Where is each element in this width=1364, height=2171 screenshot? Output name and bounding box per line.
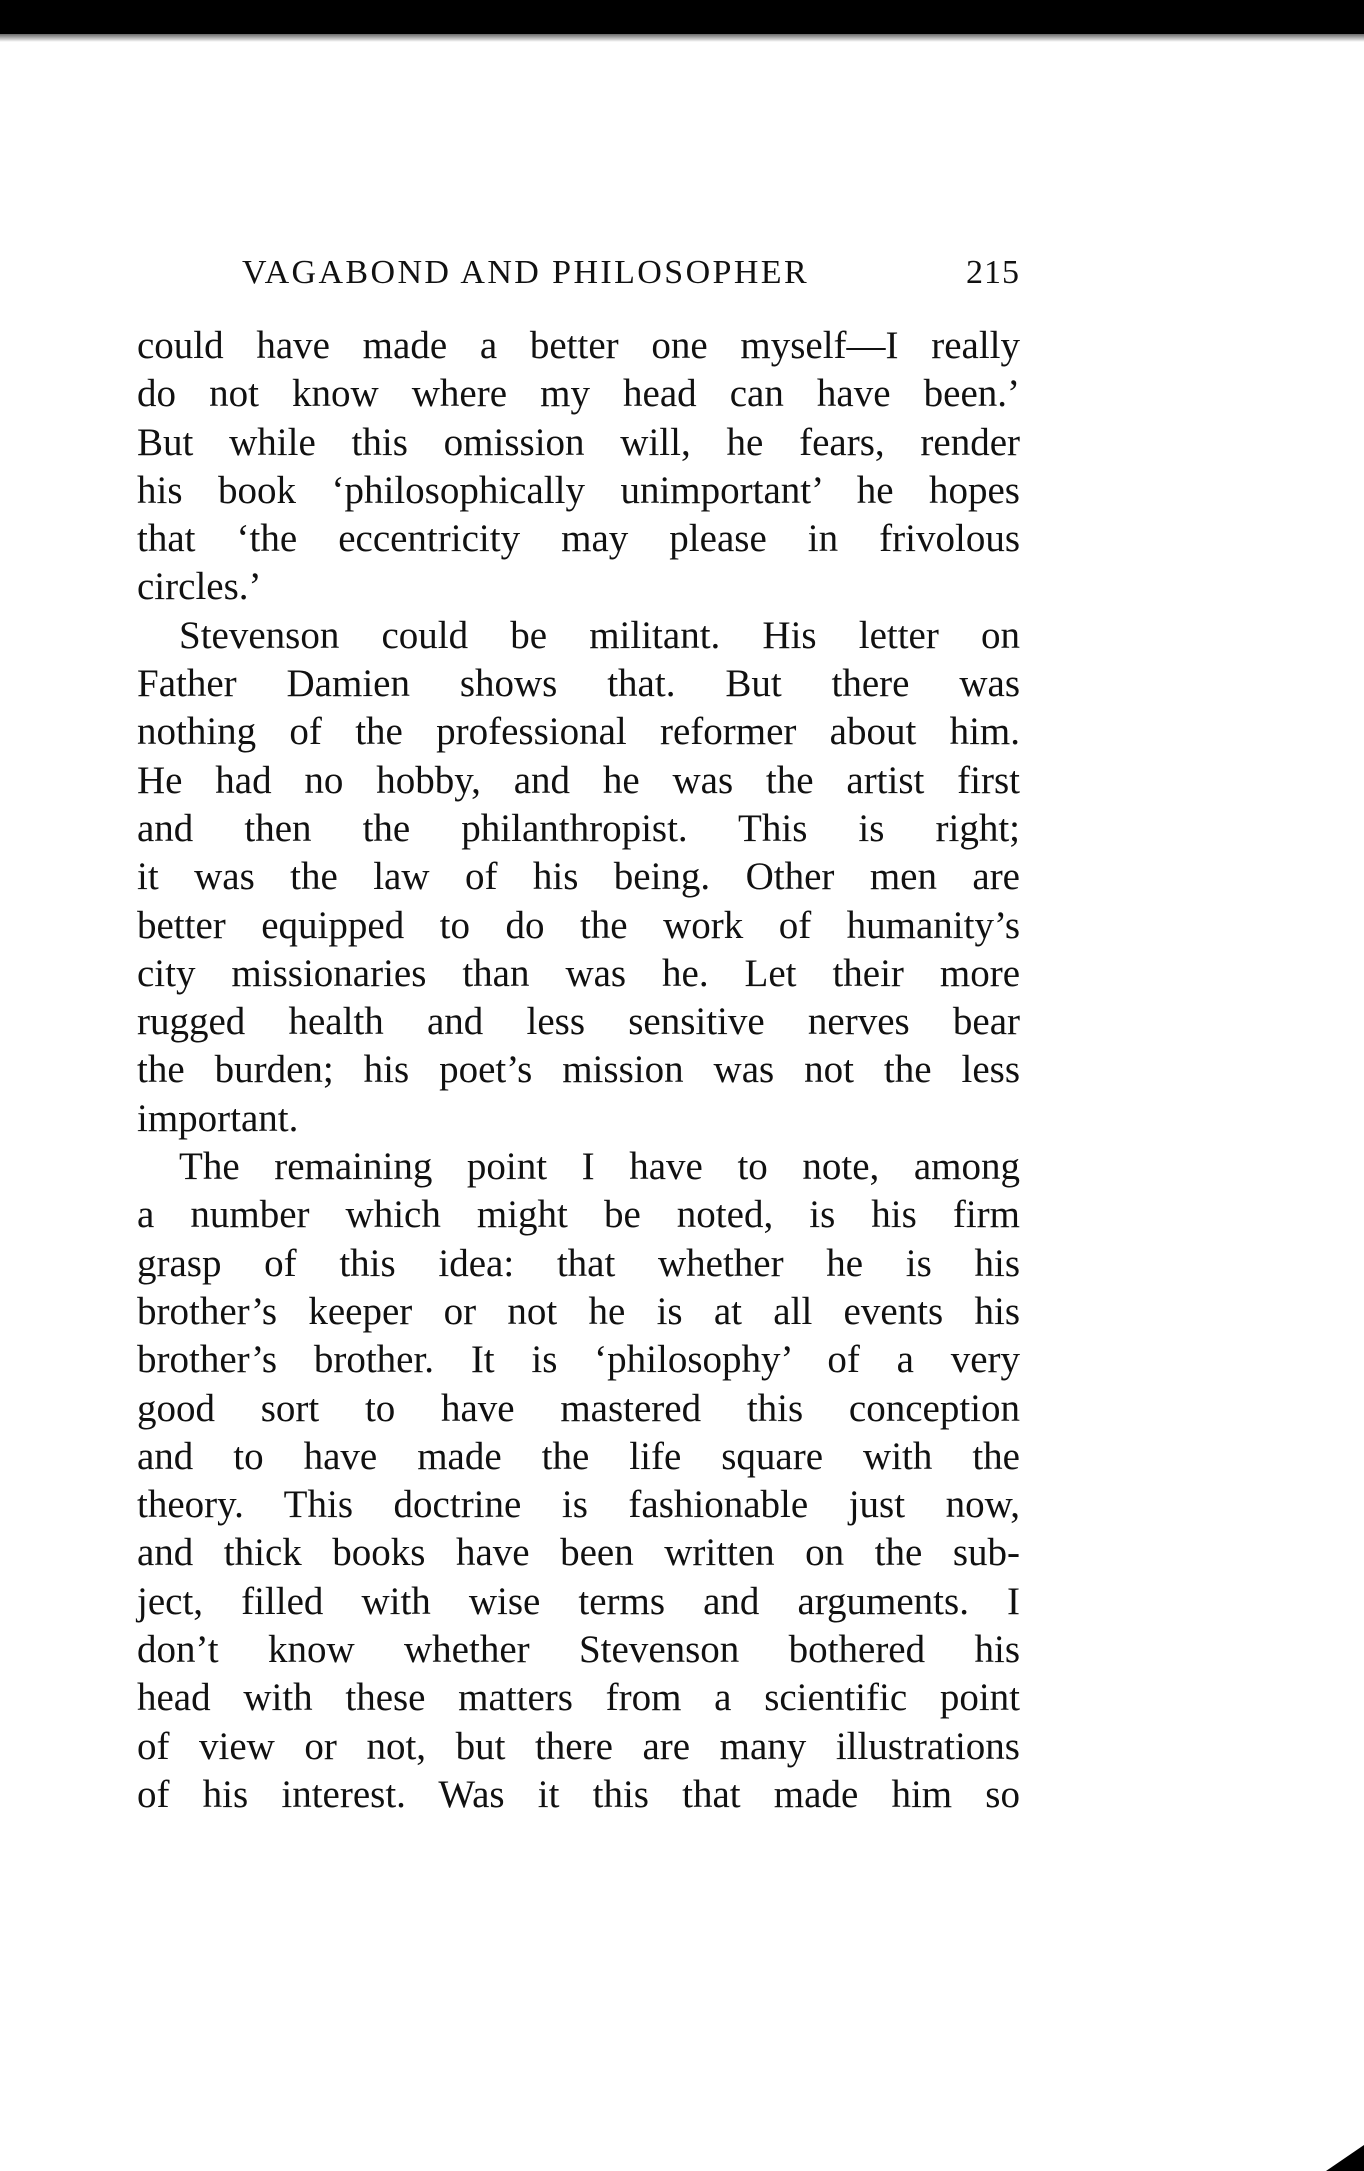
text-line: of his interest. Was it this that made him so	[137, 1772, 1020, 1816]
paragraph	[137, 1143, 1020, 1819]
text-line: the burden; his poet’s mission was not the less	[137, 1048, 1020, 1092]
text-line: rugged health and less sensitive nerves bear	[137, 1000, 1020, 1044]
text-line: and to have made the life square with the	[137, 1434, 1020, 1478]
paragraph	[137, 612, 1020, 1143]
scan-top-border-shadow	[0, 34, 1364, 42]
text-line: city missionaries than was he. Let their more	[137, 951, 1020, 995]
scan-corner-mark	[1326, 2145, 1364, 2171]
text-line: He had no hobby, and he was the artist first	[137, 758, 1020, 802]
text-line: and then the philanthropist. This is right;	[137, 806, 1020, 850]
text-line: that ‘the eccentricity may please in frivolous	[137, 517, 1020, 561]
running-head	[137, 248, 1020, 298]
running-title: VAGABOND AND PHILOSOPHER	[242, 254, 810, 291]
text-line: But while this omission will, he fears, render	[137, 420, 1020, 464]
text-line: don’t know whether Stevenson bothered his	[137, 1628, 1020, 1672]
text-line: ject, filled with wise terms and arguments. I	[137, 1579, 1020, 1623]
scan-top-border	[0, 0, 1364, 34]
text-line: better equipped to do the work of humanity’s	[137, 903, 1020, 947]
text-line: brother’s keeper or not he is at all events his	[137, 1289, 1020, 1333]
text-line: his book ‘philosophically unimportant’ he hopes	[137, 468, 1020, 512]
page-number: 215	[966, 254, 1020, 291]
paragraph	[137, 322, 1020, 612]
text-line: important.	[137, 1096, 299, 1140]
body-text	[137, 322, 1020, 1819]
text-line: brother’s brother. It is ‘philosophy’ of a very	[137, 1338, 1020, 1382]
text-line: The remaining point I have to note, among	[179, 1145, 1020, 1189]
text-line: good sort to have mastered this conception	[137, 1386, 1020, 1430]
text-line: grasp of this idea: that whether he is his	[137, 1241, 1020, 1285]
text-line: theory. This doctrine is fashionable just now,	[137, 1483, 1020, 1527]
text-line: circles.’	[137, 565, 262, 609]
text-line: Stevenson could be militant. His letter on	[179, 613, 1020, 657]
text-line: a number which might be noted, is his firm	[137, 1193, 1020, 1237]
text-line: do not know where my head can have been.’	[137, 372, 1020, 416]
text-line: and thick books have been written on the sub-	[137, 1531, 1020, 1575]
text-line: Father Damien shows that. But there was	[137, 662, 1020, 706]
text-line: head with these matters from a scientific point	[137, 1676, 1020, 1720]
text-line: it was the law of his being. Other men are	[137, 855, 1020, 899]
text-line: nothing of the professional reformer about him.	[137, 710, 1020, 754]
text-line: of view or not, but there are many illustrations	[137, 1724, 1020, 1768]
text-line: could have made a better one myself—I really	[137, 324, 1020, 367]
